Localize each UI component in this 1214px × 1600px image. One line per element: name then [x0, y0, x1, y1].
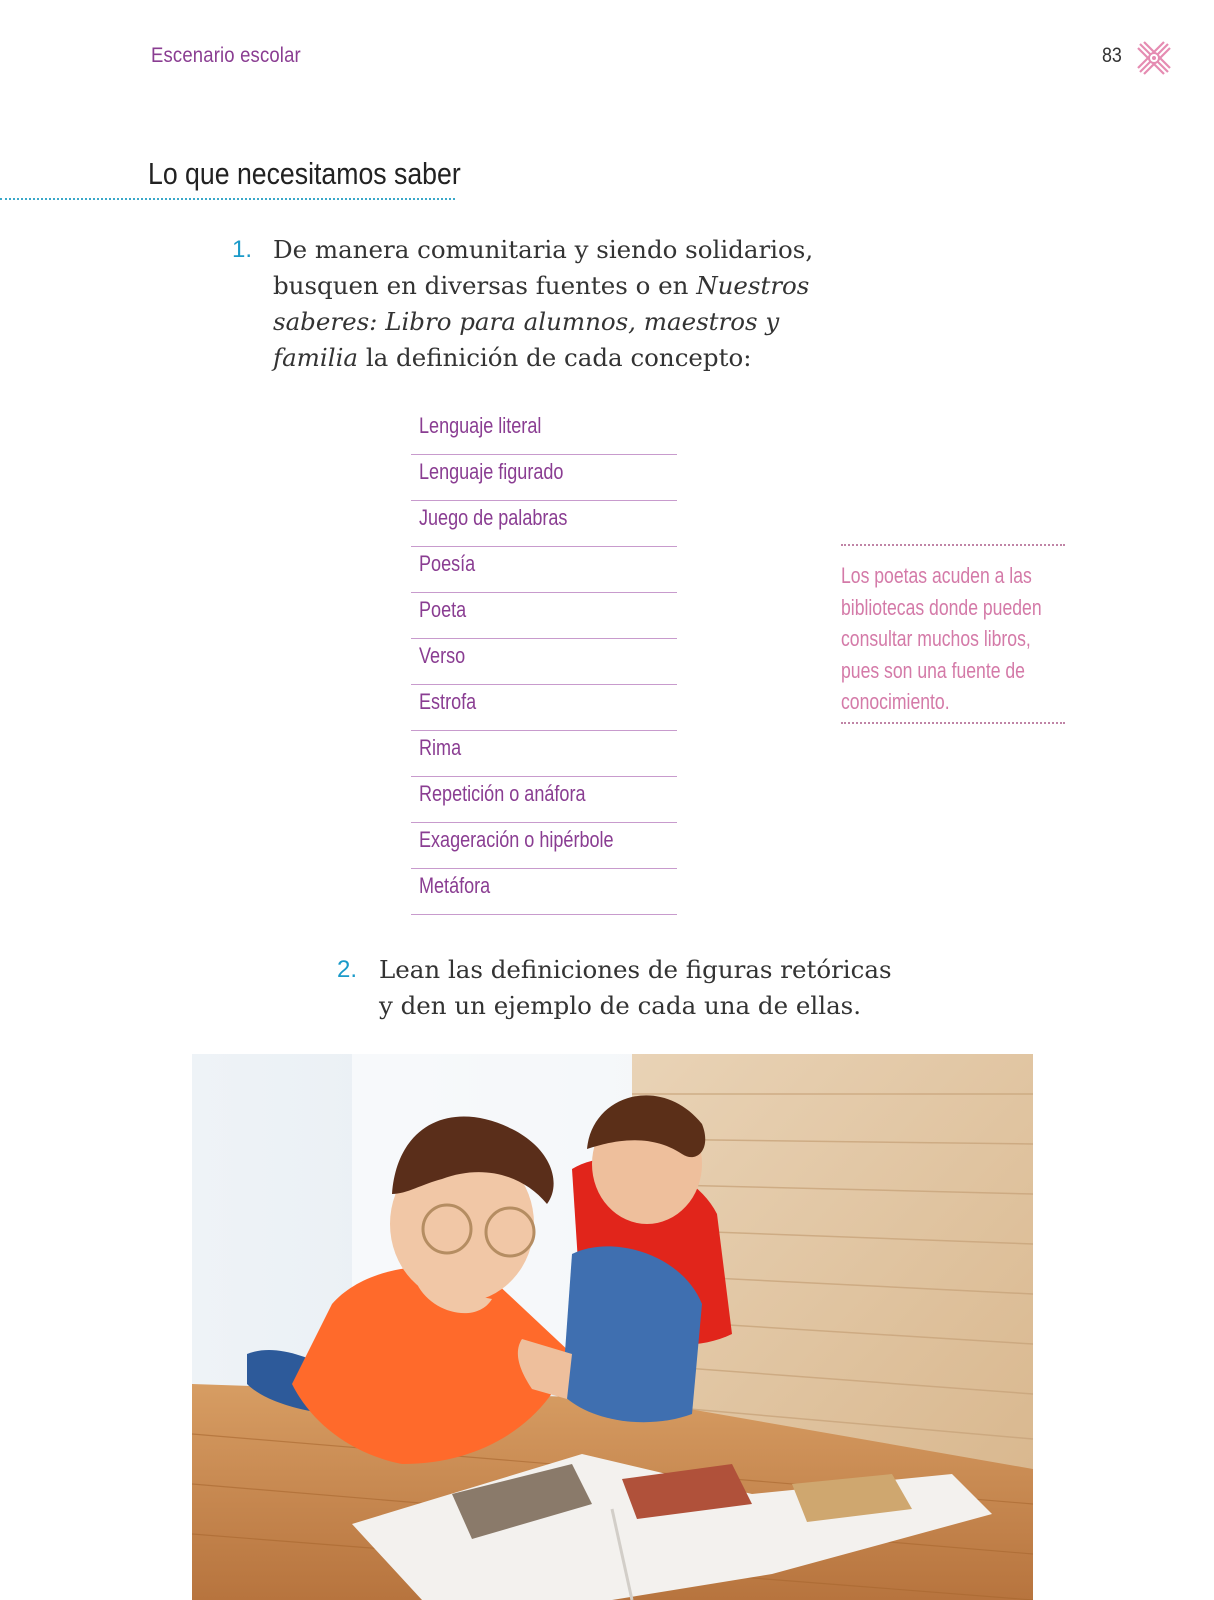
concept-item: [411, 777, 677, 823]
concept-item: [411, 501, 677, 547]
concept-label: Estrofa: [419, 689, 477, 714]
sidenote-line: consultar muchos libros,: [841, 626, 1031, 651]
concept-label: Poesía: [419, 551, 476, 576]
page-number: 83: [1102, 44, 1122, 67]
concept-item: [411, 823, 677, 869]
question-1: [232, 232, 832, 382]
concept-label: Verso: [419, 643, 466, 668]
concept-item: [411, 593, 677, 639]
concept-label: Poeta: [419, 597, 467, 622]
sidenote-line: Los poetas acuden a las: [841, 563, 1032, 588]
text-run: busquen en diversas fuentes o en: [273, 271, 697, 300]
running-header: Escenario escolar: [151, 44, 301, 67]
sidenote-text: [841, 560, 1057, 718]
sidenote-line: conocimiento.: [841, 689, 950, 714]
question-line: [273, 304, 813, 340]
sidenote-line: bibliotecas donde pueden: [841, 594, 1042, 620]
question-number: 1.: [232, 236, 253, 263]
question-number: 2.: [337, 956, 358, 983]
photo-illustration: [192, 1054, 1033, 1600]
concept-item: [411, 455, 677, 501]
question-text: [379, 952, 892, 1024]
concept-item: [411, 639, 677, 685]
concept-label: Juego de palabras: [419, 505, 568, 530]
question-line: [273, 340, 813, 376]
question-2: [337, 952, 937, 1032]
concept-item: [411, 731, 677, 777]
sidenote-line: pues son una fuente de: [841, 657, 1025, 683]
section-title: Lo que necesitamos saber: [148, 156, 461, 191]
book-title-italic: familia: [273, 343, 359, 372]
book-title-italic: Nuestros: [696, 271, 810, 300]
sidenote: [841, 544, 1065, 724]
concept-item: [411, 409, 677, 455]
question-line: Lean las definiciones de figuras retóricas: [379, 955, 892, 984]
concept-label: Lenguaje figurado: [419, 459, 564, 484]
question-text: [273, 232, 813, 376]
concept-label: Repetición o anáfora: [419, 781, 586, 806]
concept-item: [411, 685, 677, 731]
question-line: De manera comunitaria y siendo solidarios,: [273, 235, 814, 264]
concept-label: Exageración o hipérbole: [419, 827, 614, 852]
question-line: [273, 268, 813, 304]
section-divider: [0, 198, 455, 200]
question-line: y den un ejemplo de cada una de ellas.: [379, 991, 862, 1020]
text-run: la definición de cada concepto:: [358, 343, 752, 372]
book-title-italic: saberes: Libro para alumnos, maestros y: [273, 307, 780, 336]
concept-item: [411, 547, 677, 593]
concept-label: Metáfora: [419, 873, 491, 898]
concept-list: [411, 409, 677, 915]
concept-label: Lenguaje literal: [419, 413, 542, 438]
concept-label: Rima: [419, 735, 462, 760]
decorative-star-icon: [1136, 40, 1172, 76]
concept-item: [411, 869, 677, 915]
photo-children-reading: [192, 1054, 1033, 1600]
